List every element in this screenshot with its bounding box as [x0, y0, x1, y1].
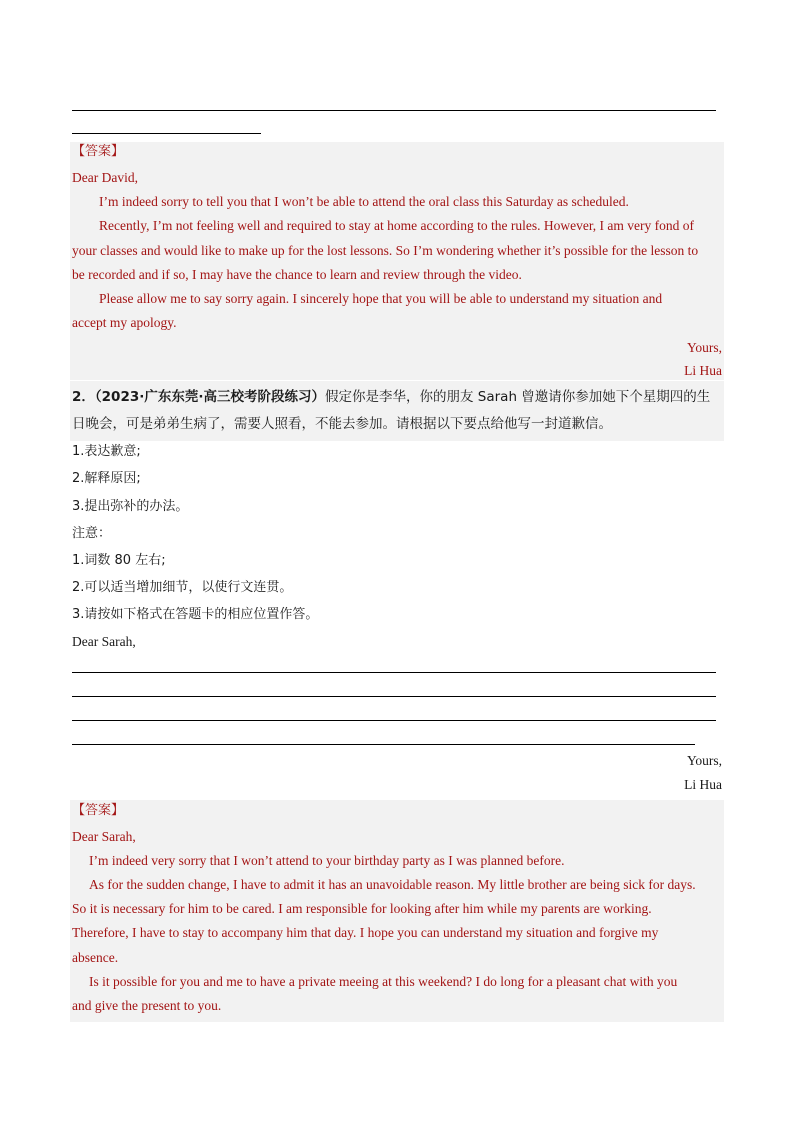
writing-line — [72, 696, 716, 697]
point-item: 1.表达歉意; — [72, 444, 141, 459]
letter-line: So it is necessary for him to be cared. I am responsible for looking after him while my parents are working. — [72, 901, 652, 916]
answer-tag: 【答案】 — [72, 803, 125, 818]
letter-line: your classes and would like to make up for the lost lessons. So I’m wondering whether it’s possible for the lesson to — [72, 243, 699, 258]
question-2-line-1 — [72, 388, 710, 406]
letter-line: I’m indeed sorry to tell you that I won’t be able to attend the oral class this Saturday as scheduled. — [99, 194, 629, 209]
letter-line: As for the sudden change, I have to admit it has an unavoidable reason. My little brother are being sick for days. — [89, 877, 696, 892]
letter-line: Therefore, I have to stay to accompany him that day. I hope you can understand my situation and forgive my — [72, 925, 659, 940]
format-signature: Li Hua — [684, 777, 722, 792]
writing-line — [72, 110, 716, 111]
question-prompt: 假定你是李华，你的朋友 Sarah 曾邀请你参加她下个星期四的生 — [325, 389, 711, 405]
format-closing: Yours, — [686, 753, 722, 768]
point-item: 3.提出弥补的办法。 — [72, 499, 189, 514]
letter-line: Please allow me to say sorry again. I sincerely hope that you will be able to understand my situation and — [99, 291, 663, 306]
letter-line: I’m indeed very sorry that I won’t attend to your birthday party as I was planned before. — [89, 853, 565, 868]
question-prompt: 日晚会，可是弟弟生病了，需要人照看，不能去参加。请根据以下要点给他写一封道歉信。 — [72, 416, 612, 432]
letter-salutation: Dear David, — [72, 170, 138, 185]
note-item: 2.可以适当增加细节，以使行文连贯。 — [72, 580, 293, 595]
letter-closing: Yours, — [686, 340, 722, 355]
writing-line — [72, 672, 716, 673]
point-item: 2.解释原因; — [72, 471, 141, 486]
note-item: 3.请按如下格式在答题卡的相应位置作答。 — [72, 607, 319, 622]
letter-salutation: Dear Sarah, — [72, 829, 136, 844]
answer-tag: 【答案】 — [72, 144, 125, 159]
writing-line-short — [72, 133, 261, 134]
letter-line: absence. — [72, 950, 119, 965]
question-source: （2023·广东东莞·高三校考阶段练习） — [94, 389, 325, 405]
letter-line: be recorded and if so, I may have the chance to learn and review through the video. — [72, 267, 522, 282]
format-salutation: Dear Sarah, — [72, 634, 136, 649]
writing-line — [72, 720, 716, 721]
writing-line — [72, 744, 695, 745]
note-item: 1.词数 80 左右; — [72, 553, 166, 568]
letter-signature: Li Hua — [684, 363, 722, 378]
letter-line: Is it possible for you and me to have a private meeing at this weekend? I do long for a pleasant chat with you — [89, 974, 678, 989]
letter-line: and give the present to you. — [72, 998, 222, 1013]
notes-title: 注意： — [72, 526, 112, 541]
question-number: 2． — [72, 389, 95, 405]
answer-block-1 — [70, 142, 724, 380]
letter-line: accept my apology. — [72, 315, 177, 330]
letter-line: Recently, I’m not feeling well and required to stay at home according to the rules. However, I am very fond of — [99, 218, 695, 233]
